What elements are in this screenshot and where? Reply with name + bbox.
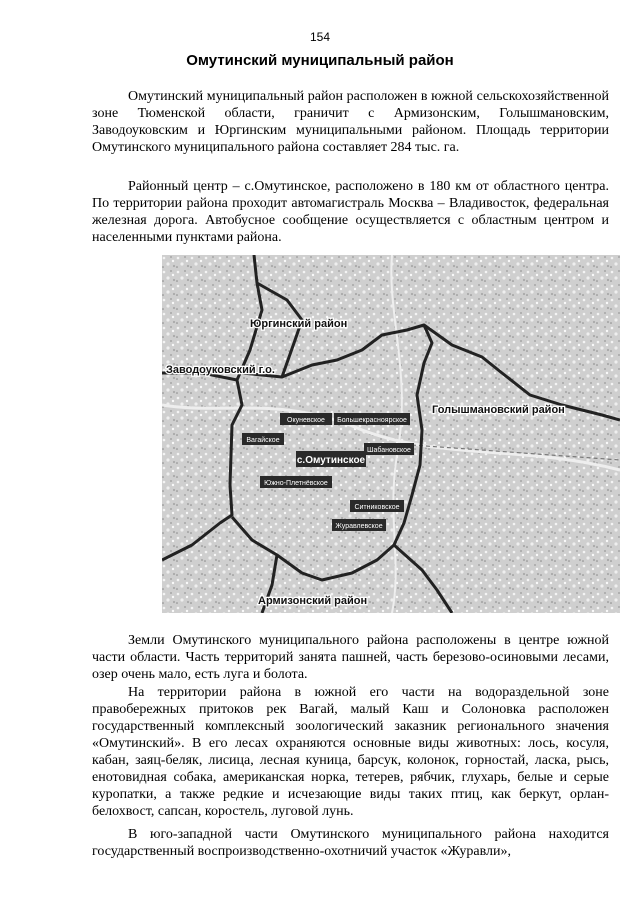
settlement-label: Южно-Плетнёвское	[264, 480, 328, 487]
settlement-label: Ситниковское	[354, 504, 400, 511]
center-label: с.Омутинское	[296, 455, 366, 466]
settlement-yuzhno-pletnevskoe	[260, 476, 332, 488]
map-label-golyshmanovsky: Голышмановский район	[432, 404, 565, 416]
paragraph-hunting: В юго-западной части Омутинского муниципального района находится государственный воспроизводственно-охотничий участок «Журавли»,	[92, 827, 609, 859]
settlement-label: Журавлевское	[335, 523, 383, 530]
paragraph-center: Районный центр – с.Омутинское, расположено в 180 км от областного центра. По территории района проходит автомагистраль Москва – Владивосток, федеральная железная дорога. Автобусное сообщение осуществляется с областным центром и населенными пунктами района.	[92, 179, 609, 245]
paragraph-location: Омутинский муниципальный район расположен в южной сельскохозяйственной зоне Тюменской области, граничит с Армизонским, Голышмановским, Заводоуковским и Юргинским муниципальными районом. Площадь территории Омутинского муниципального района составляет 284 тыс. га.	[92, 89, 609, 155]
center-omutinskoe	[296, 451, 366, 467]
settlement-zhuravlevskoe	[332, 519, 386, 531]
paragraph-reserve: На территории района в южной его части на водораздельной зоне правобережных притоков рек Вагай, малый Каш и Солоновка расположен государственный комплексный зоологический заказник регионального значения «Омутинский». В его лесах охраняются основные виды животных: лось, косуля, кабан, заяц-беляк, лисица, лесная куница, барсук, колонок, горностай, ласка, рысь, енотовидная собака, американская норка, тетерев, рябчик, глухарь, белые и серые куропатки, а также редкие и исчезающие виды таких птиц, как беркут, орлан-белохвост, сапсан, коростель, луговой лунь.	[92, 685, 609, 819]
district-map	[162, 255, 620, 613]
settlement-vagayskoe	[242, 433, 284, 445]
settlement-sitnikovskoe	[350, 500, 404, 512]
settlement-label: Вагайское	[246, 437, 280, 444]
settlement-okunevskoe	[280, 413, 332, 425]
settlement-label: Шабановское	[367, 447, 411, 454]
map-label-yurginsky: Юргинский район	[250, 318, 348, 330]
page-title: Омутинский муниципальный район	[186, 52, 454, 69]
map-label-zavodoukovsky: Заводоуковский г.о.	[166, 364, 275, 376]
paragraph-lands: Земли Омутинского муниципального района расположены в центре южной части области. Часть территорий занята пашней, часть березово-осиновыми лесами, озер очень мало, есть луга и болота.	[92, 633, 609, 682]
settlement-label: Окуневское	[287, 417, 325, 424]
map-label-armizonsky: Армизонский район	[258, 595, 368, 607]
page-number: 154	[309, 30, 331, 44]
settlement-label: Большекрасноярское	[337, 417, 407, 424]
settlement-bolshekrasnoyarskoe	[334, 413, 410, 425]
settlement-shabanovskoe	[364, 443, 414, 455]
